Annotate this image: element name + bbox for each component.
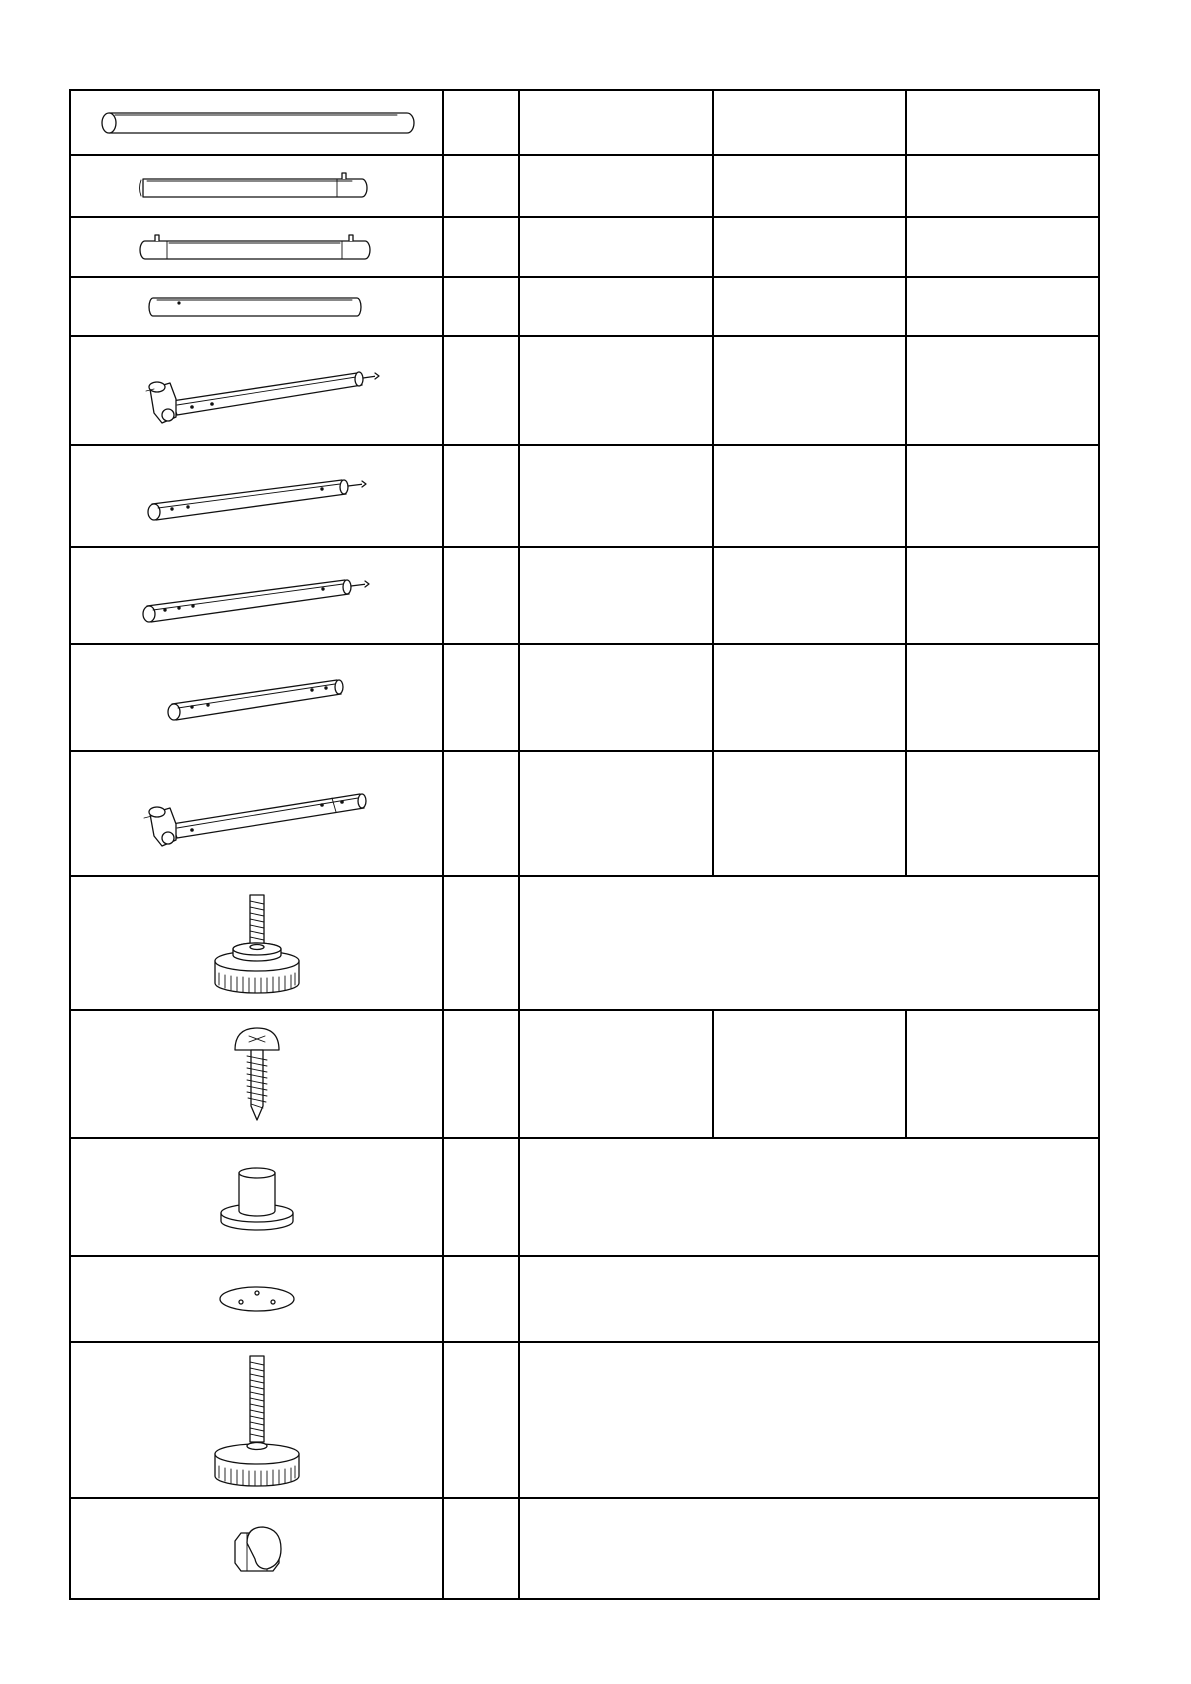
part-image-cell bbox=[70, 876, 443, 1010]
tapered-tube-with-spike-icon bbox=[142, 464, 372, 528]
part-image-cell bbox=[70, 1256, 443, 1342]
cap-stopper-icon bbox=[217, 1159, 297, 1235]
part-number-cell bbox=[443, 277, 519, 336]
self-tapping-screw-icon bbox=[227, 1024, 287, 1124]
part-image-cell bbox=[70, 217, 443, 277]
part-spec-cell bbox=[713, 644, 906, 751]
disc-plate-icon bbox=[217, 1284, 297, 1314]
tube-with-pin-icon bbox=[137, 171, 377, 201]
part-image-cell bbox=[70, 1010, 443, 1138]
part-image-cell bbox=[70, 1342, 443, 1498]
part-spec-cell bbox=[713, 277, 906, 336]
part-number-cell bbox=[443, 1010, 519, 1138]
part-qty-cell bbox=[906, 336, 1099, 445]
adjustable-foot-short-icon bbox=[207, 891, 307, 995]
part-spec-cell bbox=[519, 336, 713, 445]
table-row bbox=[70, 277, 1099, 336]
parts-table bbox=[69, 89, 1100, 1600]
part-spec-cell bbox=[519, 277, 713, 336]
part-number-cell bbox=[443, 336, 519, 445]
part-spec-cell bbox=[519, 90, 713, 155]
part-spec-cell bbox=[713, 217, 906, 277]
arm-tube-with-clamp-icon bbox=[132, 774, 382, 854]
part-spec-cell bbox=[519, 1010, 713, 1138]
table-row bbox=[70, 547, 1099, 644]
part-spec-cell bbox=[713, 1010, 906, 1138]
table-row bbox=[70, 876, 1099, 1010]
part-spec-cell bbox=[519, 547, 713, 644]
part-qty-cell bbox=[906, 277, 1099, 336]
part-image-cell bbox=[70, 277, 443, 336]
part-number-cell bbox=[443, 1342, 519, 1498]
part-description-cell bbox=[519, 1342, 1099, 1498]
part-qty-cell bbox=[906, 155, 1099, 217]
part-number-cell bbox=[443, 217, 519, 277]
part-qty-cell bbox=[906, 90, 1099, 155]
part-spec-cell bbox=[519, 751, 713, 876]
part-image-cell bbox=[70, 751, 443, 876]
table-row bbox=[70, 90, 1099, 155]
table-row bbox=[70, 336, 1099, 445]
part-image-cell bbox=[70, 1138, 443, 1256]
part-image-cell bbox=[70, 90, 443, 155]
part-qty-cell bbox=[906, 445, 1099, 547]
part-description-cell bbox=[519, 1256, 1099, 1342]
tube-with-two-pins-icon bbox=[137, 232, 377, 262]
part-description-cell bbox=[519, 1498, 1099, 1599]
part-number-cell bbox=[443, 644, 519, 751]
table-row bbox=[70, 1498, 1099, 1599]
part-image-cell bbox=[70, 336, 443, 445]
part-spec-cell bbox=[713, 445, 906, 547]
table-row bbox=[70, 1256, 1099, 1342]
part-spec-cell bbox=[519, 644, 713, 751]
table-row bbox=[70, 644, 1099, 751]
part-description-cell bbox=[519, 876, 1099, 1010]
table-row bbox=[70, 217, 1099, 277]
part-spec-cell bbox=[519, 445, 713, 547]
table-row bbox=[70, 155, 1099, 217]
table-row bbox=[70, 751, 1099, 876]
table-row bbox=[70, 445, 1099, 547]
acorn-nut-icon bbox=[227, 1519, 287, 1579]
part-image-cell bbox=[70, 155, 443, 217]
part-image-cell bbox=[70, 644, 443, 751]
part-qty-cell bbox=[906, 1010, 1099, 1138]
part-image-cell bbox=[70, 445, 443, 547]
table-row bbox=[70, 1138, 1099, 1256]
part-spec-cell bbox=[713, 90, 906, 155]
part-qty-cell bbox=[906, 547, 1099, 644]
part-number-cell bbox=[443, 876, 519, 1010]
part-number-cell bbox=[443, 1256, 519, 1342]
part-number-cell bbox=[443, 155, 519, 217]
part-spec-cell bbox=[713, 155, 906, 217]
short-tube-icon bbox=[147, 294, 367, 320]
part-image-cell bbox=[70, 1498, 443, 1599]
part-number-cell bbox=[443, 751, 519, 876]
short-perforated-tube-icon bbox=[162, 670, 352, 726]
long-tube-icon bbox=[97, 108, 417, 138]
part-qty-cell bbox=[906, 751, 1099, 876]
part-spec-cell bbox=[713, 547, 906, 644]
part-spec-cell bbox=[519, 155, 713, 217]
table-row bbox=[70, 1342, 1099, 1498]
part-spec-cell bbox=[519, 217, 713, 277]
part-description-cell bbox=[519, 1138, 1099, 1256]
part-spec-cell bbox=[713, 336, 906, 445]
part-number-cell bbox=[443, 547, 519, 644]
part-spec-cell bbox=[713, 751, 906, 876]
part-number-cell bbox=[443, 1138, 519, 1256]
adjustable-foot-long-icon bbox=[207, 1352, 307, 1488]
part-number-cell bbox=[443, 445, 519, 547]
part-qty-cell bbox=[906, 217, 1099, 277]
long-tapered-tube-with-spike-icon bbox=[137, 564, 377, 628]
part-image-cell bbox=[70, 547, 443, 644]
part-qty-cell bbox=[906, 644, 1099, 751]
table-row bbox=[70, 1010, 1099, 1138]
part-number-cell bbox=[443, 90, 519, 155]
part-number-cell bbox=[443, 1498, 519, 1599]
arm-tube-with-clamp-and-spike-icon bbox=[132, 351, 382, 431]
